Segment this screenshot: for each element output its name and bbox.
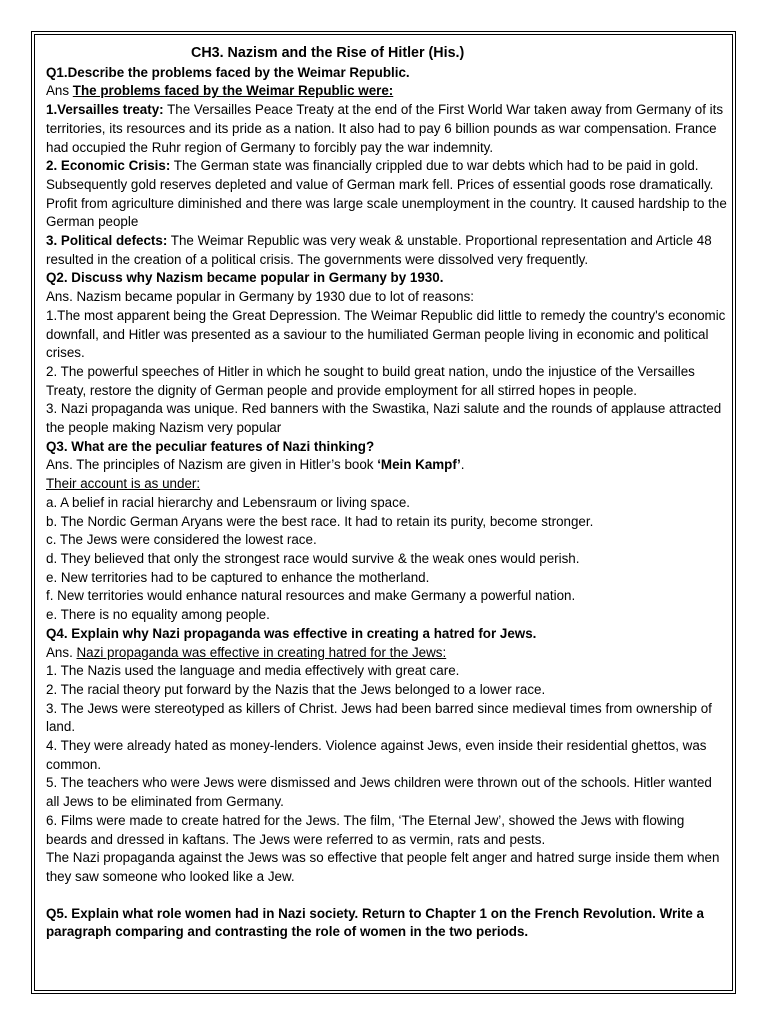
q4-question: Q4. Explain why Nazi propaganda was effective in creating a hatred for Jews.	[46, 625, 537, 641]
q3-answer-intro	[46, 456, 728, 475]
q3-account-heading: Their account is as under:	[46, 476, 201, 492]
q1-point-1	[46, 101, 728, 157]
q2-point-2: 2. The powerful speeches of Hitler in which he sought to build great nation, undo the injustice of the Versailles Treaty, restore the dignity of German people and provide employment for all stirred hopes in people.	[46, 363, 695, 398]
q5-question: Q5. Explain what role women had in Nazi society. Return to Chapter 1 on the French Revolution. Write a paragraph comparing and contrasting the role of women in the two periods.	[46, 905, 704, 940]
q4-answer-heading	[46, 644, 728, 663]
q4-point-2: 2. The racial theory put forward by the Nazis that the Jews belonged to a lower race.	[46, 681, 546, 697]
q4-point-6: 6. Films were made to create hatred for the Jews. The film, ‘The Eternal Jew’, showed the Jews with flowing beards and dressed in kaftans. The Jews were referred to as vermin, rats and pests.	[46, 812, 685, 847]
q3-point-c: c. The Jews were considered the lowest race.	[46, 532, 317, 548]
q2-question: Q2. Discuss why Nazism became popular in Germany by 1930.	[46, 270, 444, 286]
q3-point-f: f. New territories would enhance natural resources and make Germany a powerful nation.	[46, 588, 576, 604]
q4-point-3: 3. The Jews were stereotyped as killers of Christ. Jews had been barred since medieval times from ownership of land.	[46, 700, 712, 735]
q2-answer-intro: Ans. Nazism became popular in Germany by 1930 due to lot of reasons:	[46, 289, 474, 305]
q3-answer-intro-text: Ans. The principles of Nazism are given in Hitler’s book	[46, 457, 378, 473]
section-spacer	[46, 887, 728, 905]
q1-point-2-label: 2. Economic Crisis:	[46, 158, 171, 174]
q4-conclusion: The Nazi propaganda against the Jews was so effective that people felt anger and hatred surge inside them when they saw someone who looked like a Jew.	[46, 850, 720, 884]
q4-ans-prefix: Ans.	[46, 644, 77, 660]
q4-ans-heading-text: Nazi propaganda was effective in creating hatred for the Jews:	[76, 644, 447, 660]
q1-ans-prefix: Ans	[46, 83, 73, 99]
q3-question: Q3. What are the peculiar features of Nazi thinking?	[46, 438, 375, 454]
q1-question: Q1.Describe the problems faced by the Weimar Republic.	[46, 64, 410, 80]
q3-point-b: b. The Nordic German Aryans were the best race. It had to retain its purity, become stronger.	[46, 513, 594, 529]
q3-book-title: ‘Mein Kampf’	[377, 457, 461, 473]
q3-point-e: e. New territories had to be captured to enhance the motherland.	[46, 569, 430, 585]
q3-point-e2: e. There is no equality among people.	[46, 607, 270, 623]
q1-point-3	[46, 232, 728, 269]
q3-point-d: d. They believed that only the strongest race would survive & the weak ones would perish.	[46, 550, 580, 566]
q4-point-4: 4. They were already hated as money-lenders. Violence against Jews, even inside their residential ghettos, was common.	[46, 738, 707, 772]
q1-point-3-label: 3. Political defects:	[46, 233, 168, 249]
q2-point-3: 3. Nazi propaganda was unique. Red banners with the Swastika, Nazi salute and the rounds of applause attracted the people making Nazism very popular	[46, 401, 722, 436]
q1-point-1-text: The Versailles Peace Treaty at the end of the First World War taken away from Germany of its territories, its resources and its pride as a nation. It also had to pay 6 billion pounds as war compensation. France had occupied the Ruhr region of Germany to forcibly pay the war indemnity.	[46, 102, 724, 155]
q3-answer-end: .	[460, 457, 465, 473]
q1-point-3-text: The Weimar Republic was very weak & unstable. Proportional representation and Article 48 resulted in the creation of a political crisis. The governments were dissolved very frequently.	[46, 233, 712, 267]
q1-point-2	[46, 157, 728, 232]
q1-point-2-text: The German state was financially crippled due to war debts which had to be paid in gold. Subsequently gold reserves depleted and value of German mark fell. Prices of essential goods rose dramatically. Profit from agriculture diminished and there was large scale unemployment in the country. It caused hardship to the German people	[46, 158, 727, 230]
page-title: CH3. Nazism and the Rise of Hitler (His.)	[191, 45, 465, 61]
q1-point-1-label: 1.Versailles treaty:	[46, 102, 164, 118]
q1-ans-heading-text: The problems faced by the Weimar Republic were:	[72, 83, 394, 99]
document-body	[46, 44, 728, 942]
q4-point-1: 1. The Nazis used the language and media effectively with great care.	[46, 663, 460, 679]
q2-point-1: 1.The most apparent being the Great Depression. The Weimar Republic did little to remedy the country's economic downfall, and Hitler was presented as a saviour to the humiliated German people living in economic and political crises.	[46, 307, 726, 361]
q4-point-5: 5. The teachers who were Jews were dismissed and Jews children were thrown out of the schools. Hitler wanted all Jews to be eliminated from Germany.	[46, 775, 712, 810]
q1-answer-heading	[46, 82, 728, 101]
q3-point-a: a. A belief in racial hierarchy and Lebensraum or living space.	[46, 494, 410, 510]
